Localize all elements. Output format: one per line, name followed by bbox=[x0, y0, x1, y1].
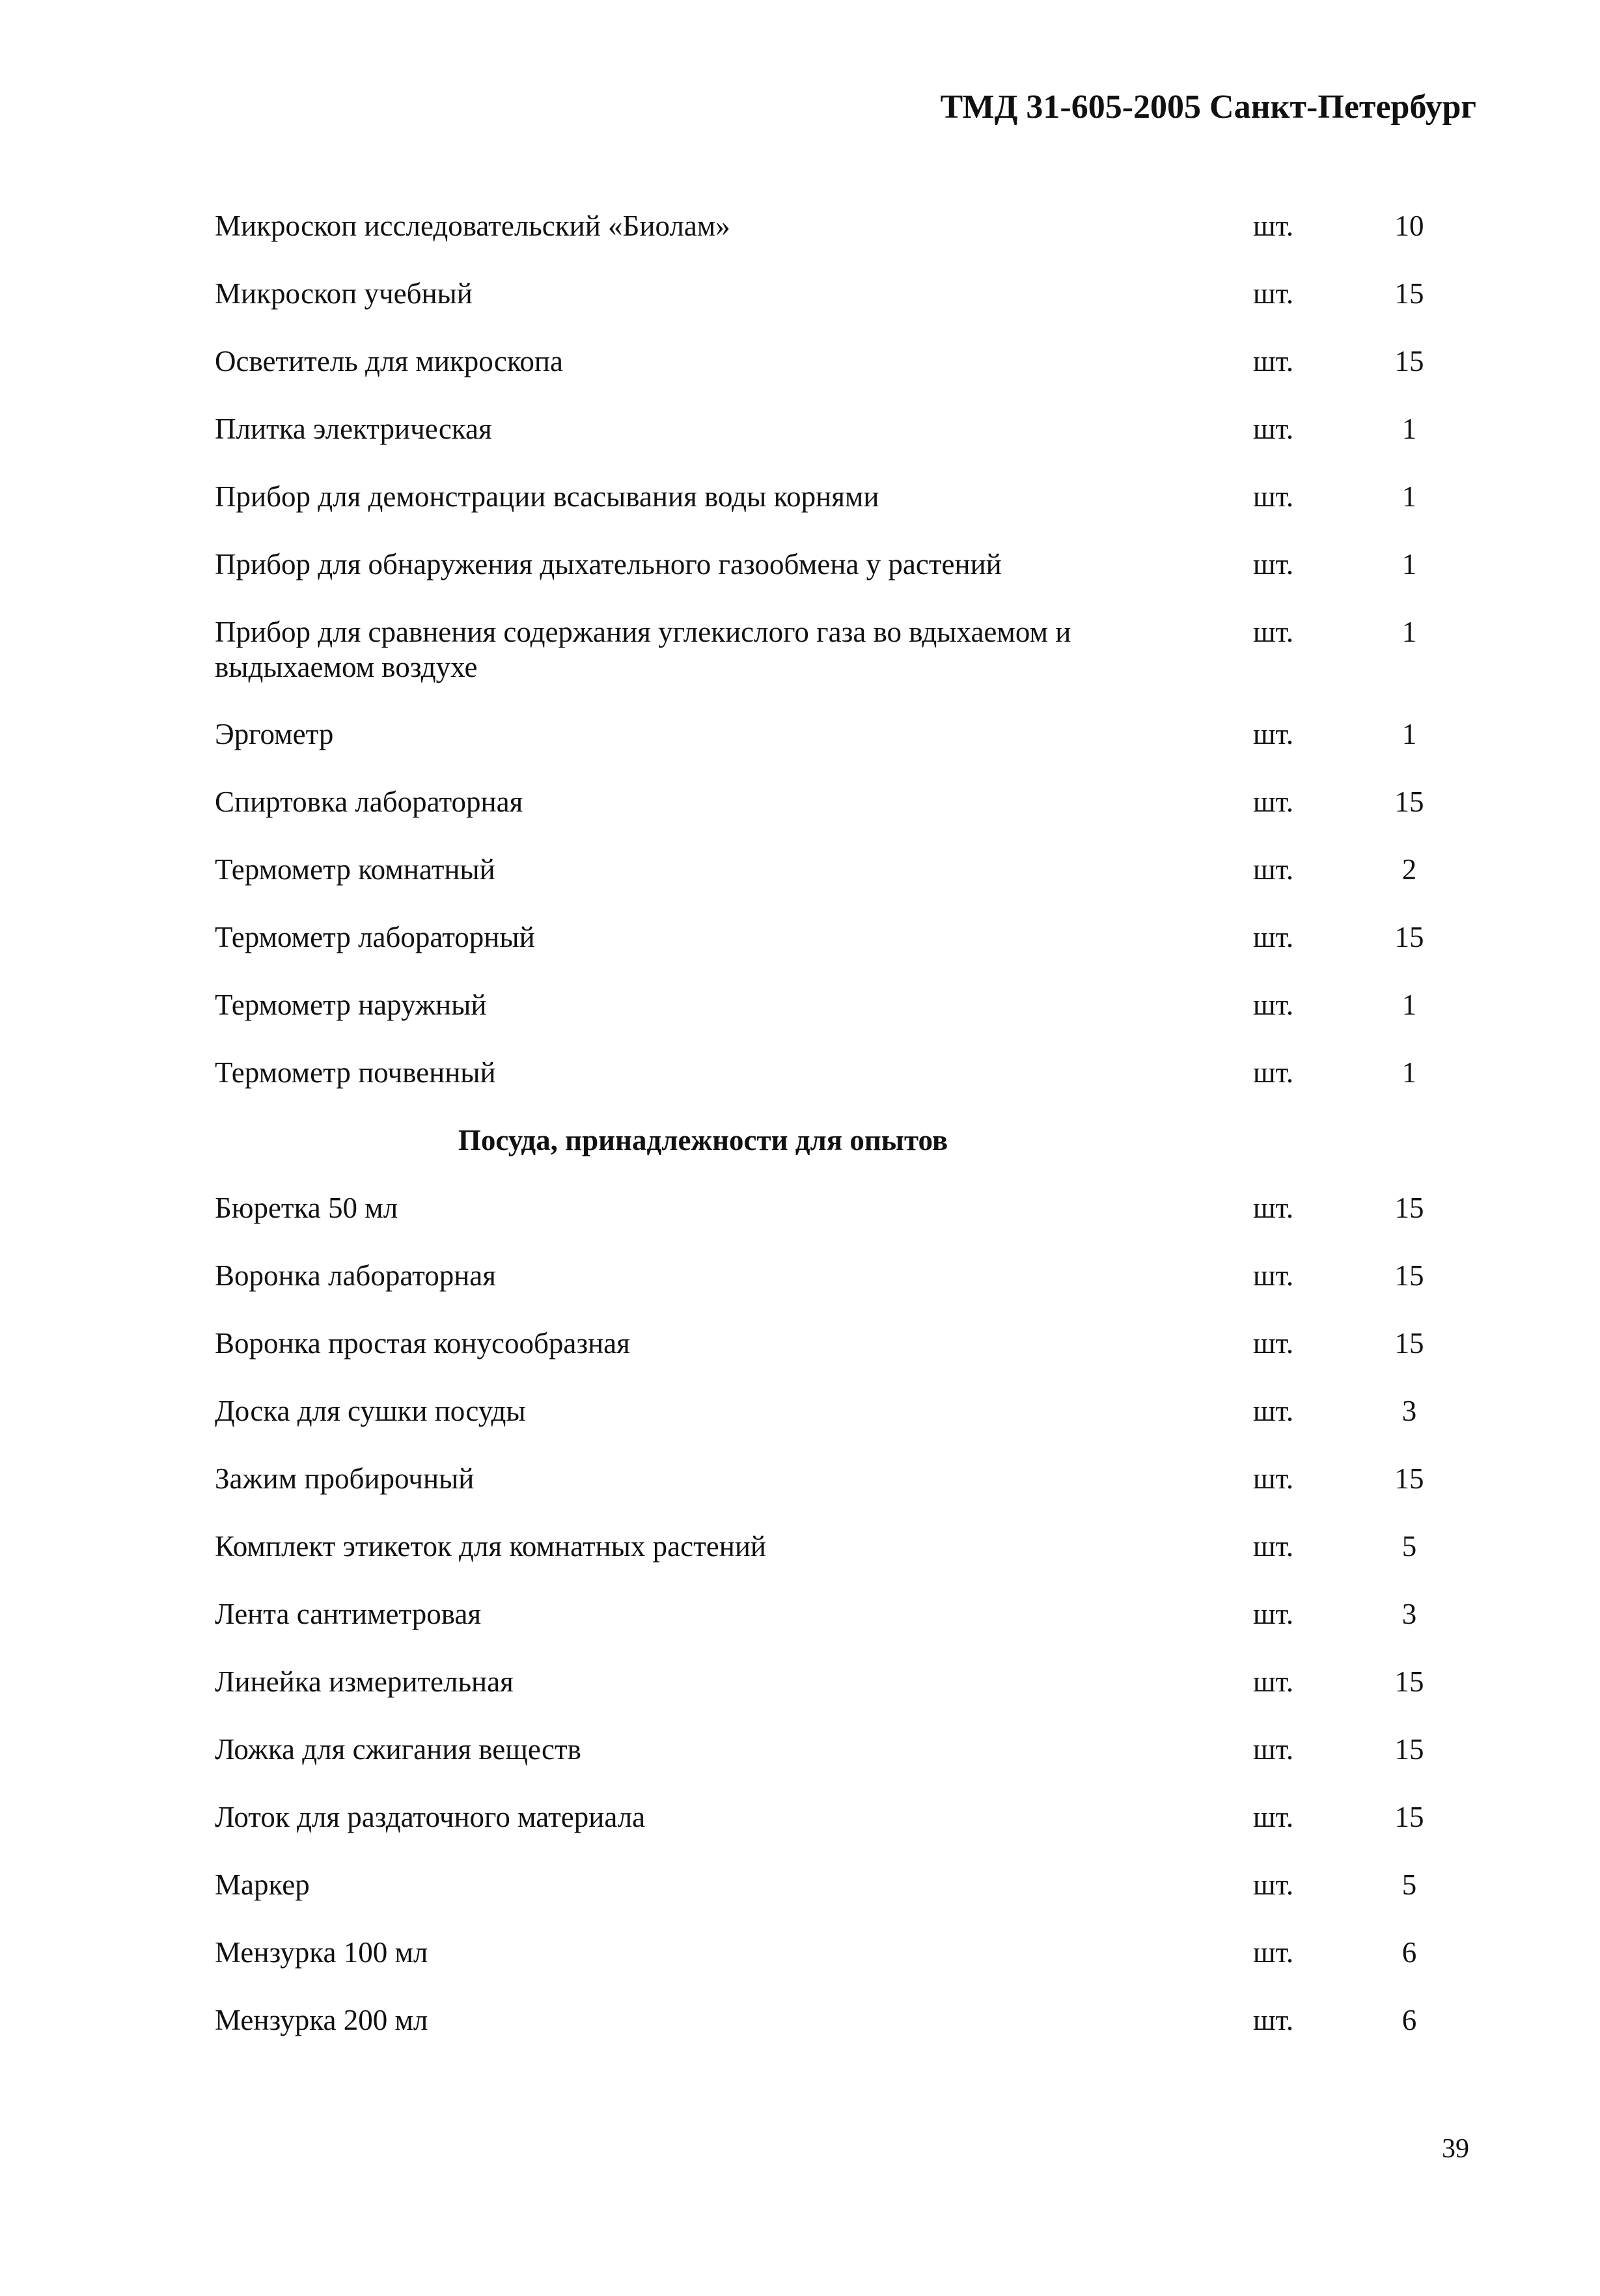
item-unit: шт. bbox=[1253, 1733, 1294, 1766]
item-unit: шт. bbox=[1253, 1530, 1294, 1563]
item-quantity: 15 bbox=[1394, 1192, 1424, 1224]
equipment-list bbox=[215, 208, 1517, 2070]
list-item bbox=[215, 2002, 1517, 2070]
item-quantity: 1 bbox=[1401, 1056, 1417, 1089]
item-name: Прибор для демонстрации всасывания воды корнями bbox=[215, 480, 879, 513]
item-quantity: 15 bbox=[1394, 277, 1424, 310]
item-unit: шт. bbox=[1253, 413, 1294, 445]
item-quantity: 5 bbox=[1401, 1530, 1417, 1563]
item-unit: шт. bbox=[1253, 1665, 1294, 1698]
list-item bbox=[215, 1529, 1517, 1596]
list-item bbox=[215, 1664, 1517, 1732]
item-unit: шт. bbox=[1253, 2004, 1294, 2036]
item-quantity: 3 bbox=[1401, 1395, 1417, 1427]
list-item bbox=[215, 1799, 1517, 1867]
item-name: Доска для сушки посуды bbox=[215, 1395, 526, 1427]
item-unit: шт. bbox=[1253, 1327, 1294, 1360]
list-item bbox=[215, 1393, 1517, 1461]
item-quantity: 15 bbox=[1394, 1327, 1424, 1360]
item-name: Мензурка 200 мл bbox=[215, 2004, 428, 2036]
list-item bbox=[215, 1732, 1517, 1799]
section-heading-row bbox=[215, 1123, 1517, 1190]
item-name: Прибор для обнаружения дыхательного газообмена у растений bbox=[215, 548, 1002, 581]
item-quantity: 15 bbox=[1394, 345, 1424, 377]
item-quantity: 1 bbox=[1401, 616, 1417, 648]
item-quantity: 3 bbox=[1401, 1598, 1417, 1630]
item-unit: шт. bbox=[1253, 1598, 1294, 1630]
item-unit: шт. bbox=[1253, 1056, 1294, 1089]
list-item bbox=[215, 1326, 1517, 1393]
list-item bbox=[215, 479, 1517, 547]
item-name: Спиртовка лабораторная bbox=[215, 786, 523, 818]
item-name: Лоток для раздаточного материала bbox=[215, 1801, 646, 1833]
item-unit: шт. bbox=[1253, 345, 1294, 377]
item-name: Термометр почвенный bbox=[215, 1056, 496, 1089]
item-quantity: 6 bbox=[1401, 2004, 1417, 2036]
item-quantity: 1 bbox=[1401, 480, 1417, 513]
item-unit: шт. bbox=[1253, 277, 1294, 310]
list-item bbox=[215, 852, 1517, 920]
item-unit: шт. bbox=[1253, 548, 1294, 581]
item-name: Мензурка 100 мл bbox=[215, 1936, 428, 1969]
item-quantity: 10 bbox=[1394, 210, 1424, 242]
item-unit: шт. bbox=[1253, 853, 1294, 886]
item-quantity: 15 bbox=[1394, 786, 1424, 818]
item-name: Воронка простая конусообразная bbox=[215, 1327, 630, 1360]
item-name: Термометр комнатный bbox=[215, 853, 495, 886]
item-name: Прибор для сравнения содержания углекислого газа во вдыхаемом и выдыхаемом воздухе bbox=[215, 616, 1071, 683]
list-item bbox=[215, 208, 1517, 276]
list-item bbox=[215, 1596, 1517, 1664]
list-item bbox=[215, 1867, 1517, 1935]
item-name: Эргометр bbox=[215, 718, 334, 750]
item-unit: шт. bbox=[1253, 616, 1294, 648]
list-item bbox=[215, 717, 1517, 784]
item-unit: шт. bbox=[1253, 921, 1294, 953]
item-unit: шт. bbox=[1253, 1192, 1294, 1224]
list-item bbox=[215, 344, 1517, 411]
item-name: Комплект этикеток для комнатных растений bbox=[215, 1530, 767, 1563]
item-unit: шт. bbox=[1253, 1395, 1294, 1427]
item-name: Линейка измерительная bbox=[215, 1665, 514, 1698]
item-quantity: 15 bbox=[1394, 1259, 1424, 1292]
list-item bbox=[215, 784, 1517, 852]
item-unit: шт. bbox=[1253, 1462, 1294, 1495]
item-quantity: 15 bbox=[1394, 1801, 1424, 1833]
list-item bbox=[215, 1190, 1517, 1258]
list-item bbox=[215, 1258, 1517, 1326]
item-name: Плитка электрическая bbox=[215, 413, 492, 445]
item-unit: шт. bbox=[1253, 1868, 1294, 1901]
item-quantity: 1 bbox=[1401, 413, 1417, 445]
item-quantity: 15 bbox=[1394, 1665, 1424, 1698]
document-header: ТМД 31-605-2005 Санкт-Петербург bbox=[940, 89, 1476, 126]
item-name: Лента сантиметровая bbox=[215, 1598, 482, 1630]
page-number: 39 bbox=[1442, 2134, 1469, 2164]
item-name: Микроскоп учебный bbox=[215, 277, 473, 310]
item-unit: шт. bbox=[1253, 989, 1294, 1021]
item-quantity: 1 bbox=[1401, 548, 1417, 581]
item-quantity: 2 bbox=[1401, 853, 1417, 886]
item-unit: шт. bbox=[1253, 1801, 1294, 1833]
list-item bbox=[215, 547, 1517, 614]
list-item bbox=[215, 276, 1517, 344]
item-name: Маркер bbox=[215, 1868, 310, 1901]
item-unit: шт. bbox=[1253, 786, 1294, 818]
item-name: Бюретка 50 мл bbox=[215, 1192, 398, 1224]
list-item bbox=[215, 987, 1517, 1055]
item-unit: шт. bbox=[1253, 718, 1294, 750]
item-name: Ложка для сжигания веществ bbox=[215, 1733, 581, 1766]
item-name: Воронка лабораторная bbox=[215, 1259, 496, 1292]
list-item bbox=[215, 920, 1517, 987]
item-name: Термометр наружный bbox=[215, 989, 487, 1021]
item-unit: шт. bbox=[1253, 480, 1294, 513]
item-name: Осветитель для микроскопа bbox=[215, 345, 563, 377]
list-item bbox=[215, 614, 1517, 717]
item-quantity: 1 bbox=[1401, 718, 1417, 750]
list-item bbox=[215, 1935, 1517, 2002]
section-title: Посуда, принадлежности для опытов bbox=[458, 1124, 948, 1156]
item-quantity: 5 bbox=[1401, 1868, 1417, 1901]
item-quantity: 1 bbox=[1401, 989, 1417, 1021]
list-item bbox=[215, 1055, 1517, 1123]
item-quantity: 6 bbox=[1401, 1936, 1417, 1969]
item-unit: шт. bbox=[1253, 1259, 1294, 1292]
item-name: Зажим пробирочный bbox=[215, 1462, 475, 1495]
list-item bbox=[215, 1461, 1517, 1529]
item-name: Термометр лабораторный bbox=[215, 921, 535, 953]
item-quantity: 15 bbox=[1394, 1462, 1424, 1495]
item-quantity: 15 bbox=[1394, 921, 1424, 953]
item-unit: шт. bbox=[1253, 1936, 1294, 1969]
list-item bbox=[215, 411, 1517, 479]
item-quantity: 15 bbox=[1394, 1733, 1424, 1766]
item-unit: шт. bbox=[1253, 210, 1294, 242]
item-name: Микроскоп исследовательский «Биолам» bbox=[215, 210, 730, 242]
